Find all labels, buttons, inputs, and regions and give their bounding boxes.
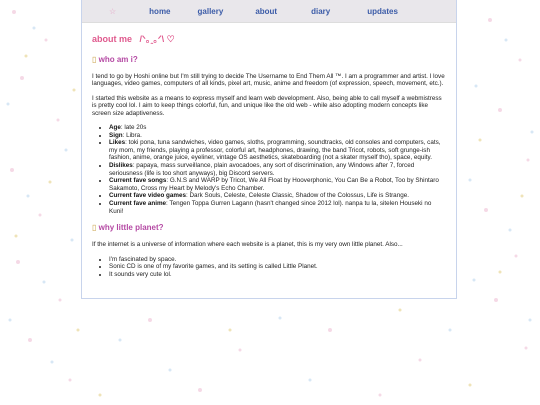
list-item (109, 177, 447, 192)
section-heading-who (92, 55, 447, 64)
fact-label: Age (109, 124, 121, 132)
fact-text: : toki pona, tuna sandwiches, video games, sloths, programming, soundtracks, old consoles and computers, cats, my mom, my friends, playing a professor, colorful art, headphones, drawing, the band Tricot, robots, soft grunge-ish fashion, anime, orange juice, eyeliner, vintage OS aesthetics, skateboarding (not a skater myself tho), space, equity. (109, 139, 441, 162)
fact-text: : Libra. (122, 131, 142, 139)
nav-about[interactable]: about (255, 6, 278, 16)
nav-updates[interactable]: updates (367, 6, 398, 16)
list-item (109, 124, 447, 132)
page-content (82, 32, 456, 278)
list-item (109, 132, 447, 140)
list-item (109, 139, 447, 162)
list-item: • Sonic CD is one of my favorite games, and its setting is called Little Planet. (109, 263, 447, 271)
website-paragraph: I started this website as a means to express myself and learn web development. Also, being able to call myself a webmistress is pretty cool lol. I aim to keep things colorful, fun, and unique like the old web - while also adopting modern concepts like screen size adaptiveness. (92, 94, 442, 117)
list-item (109, 200, 447, 215)
list-item: • It sounds very cute lol. (109, 271, 447, 279)
nav-diary[interactable]: diary (311, 6, 331, 16)
nav-home[interactable]: home (149, 6, 171, 16)
main-frame (81, 0, 457, 299)
fact-text: : Tengen Toppa Gurren Lagann (hasn't changed since 2012 lol). nanpa tu la, sitelen Houseki no Kuni! (109, 199, 432, 215)
fact-text: : late 20s (120, 124, 147, 132)
list-item (109, 192, 447, 200)
intro-paragraph: I tend to go by Hoshi online but I'm still trying to decide The Username to End Them All ™. I am a programmer and artist. I love languages, video games, computers of all kinds, pixel art, music, anime and freedom (of expression, speech, movement, etc.). (92, 73, 445, 88)
list-item (109, 162, 447, 177)
list-item: • I'm fascinated by space. (109, 256, 447, 264)
fact-text: : G.N.S and WARP by Tricot, We All Float by Hooverphonic, You Can Be a Robot, Too by Shintaro Sakamoto, Cross my Heart by Melody's Echo Chamber. (109, 177, 439, 192)
facts-list (92, 124, 447, 215)
fact-label: Sign (109, 131, 123, 139)
fact-label: Dislikes (109, 162, 133, 169)
nav-gallery[interactable]: gallery (197, 6, 224, 16)
fact-label: Likes (109, 139, 126, 147)
planet-paragraph: If the internet is a universe of information where each website is a planet, this is my very own little planet. Also... (92, 241, 403, 249)
fact-label: Current fave anime (109, 199, 167, 207)
heading-marker-icon: ▯ (92, 223, 97, 233)
heading-marker-icon: ▯ (92, 55, 97, 64)
top-navbar (82, 0, 456, 23)
fact-text: : papaya, mass surveillance, plain avocadoes, any sort of discrimination, any Windows after 7, forced seriousness (life is too short anyways), big Discord servers. (109, 162, 415, 177)
planet-list (92, 256, 447, 279)
fact-text: : Dark Souls, Celeste, Celeste Classic, Shadow of the Colossus, Life is Strange. (186, 192, 409, 200)
section-heading-planet-text: why little planet? (98, 223, 164, 233)
section-heading-who-text: who am i? (98, 55, 138, 64)
fact-label: Current fave video games (109, 192, 186, 200)
fact-label: Current fave songs (109, 177, 167, 185)
section-heading-planet (92, 223, 447, 232)
star-icon: ☆ (109, 6, 117, 16)
page-title: about me /ᐠ｡ꞈ｡ᐟ\ ♡ (92, 34, 175, 44)
